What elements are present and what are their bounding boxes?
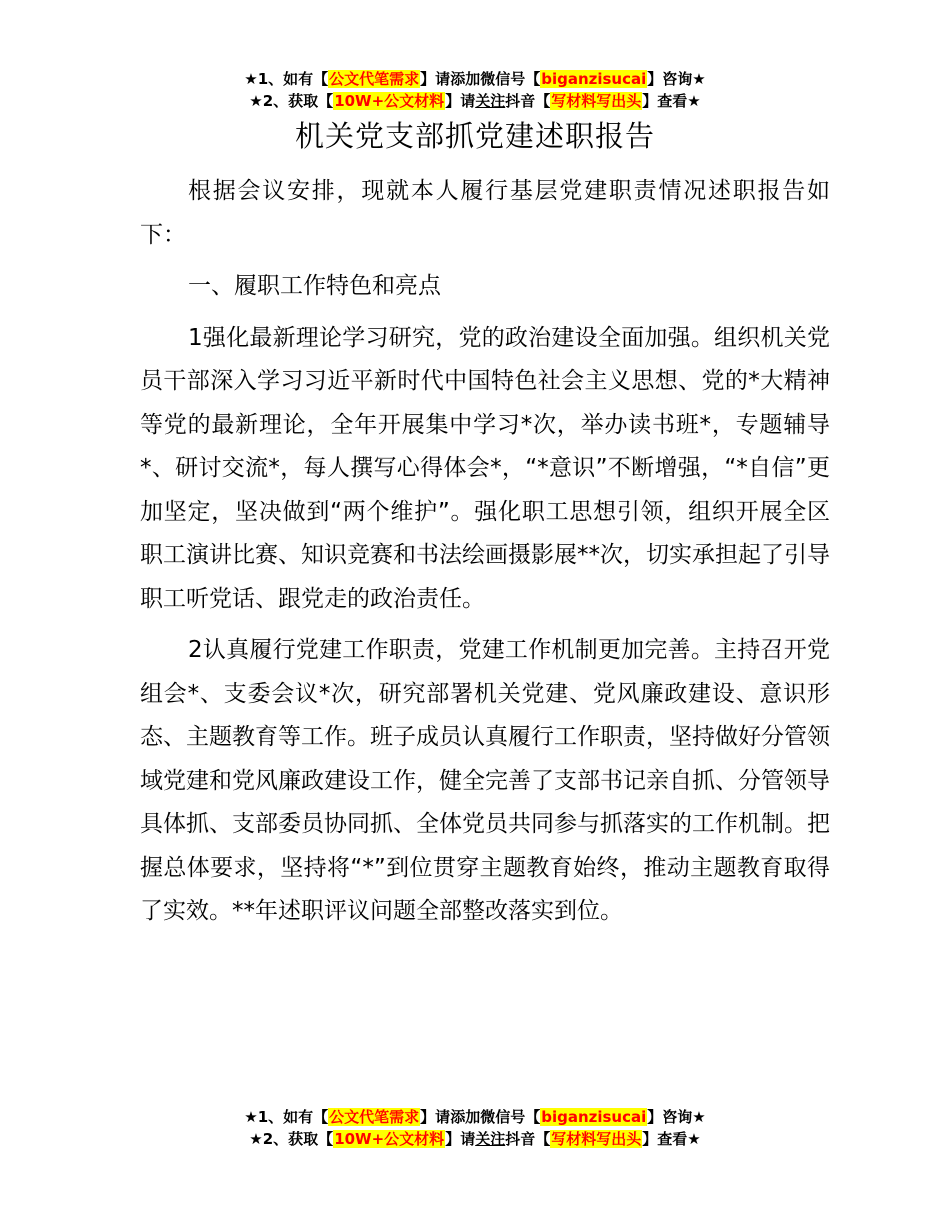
- section-heading: 一、履职工作特色和亮点: [188, 273, 441, 299]
- promo-text: 】请: [445, 1130, 476, 1148]
- promo-wechat-id: biganzisucai: [541, 70, 647, 88]
- promo-douyin-id: 写材料写出头: [551, 1130, 642, 1148]
- promo-header: [0, 68, 950, 112]
- promo-text: 】请: [445, 92, 476, 110]
- promo-text: 】查看★: [642, 92, 701, 110]
- document-title: 机关党支部抓党建述职报告: [294, 119, 655, 153]
- promo-text: 微信号【: [480, 70, 541, 88]
- promo-wechat-id: biganzisucai: [541, 1108, 647, 1126]
- promo-text: 关注: [475, 1130, 506, 1148]
- promo-text: 】请: [420, 1108, 451, 1126]
- promo-footer: [0, 1106, 950, 1150]
- promo-highlight: 10W+公文材料: [334, 1130, 445, 1148]
- promo-line-2: [0, 1128, 950, 1150]
- promo-highlight: 10W+公文材料: [334, 92, 445, 110]
- promo-text: 微信号【: [480, 1108, 541, 1126]
- promo-text: ★2、获取【: [249, 1130, 334, 1148]
- promo-douyin-id: 写材料写出头: [551, 92, 642, 110]
- promo-text: 】查看★: [642, 1130, 701, 1148]
- promo-line-1: [0, 1106, 950, 1128]
- promo-text: 添加: [450, 70, 481, 88]
- paragraph-item-1: 1强化最新理论学习研究，党的政治建设全面加强。组织机关党员干部深入学习习近平新时代中国特色社会主义思想、党的*大精神等党的最新理论，全年开展集中学习*次，举办读书班*，专题辅导*、研讨交流*，每人撰写心得体会*，“*意识”不断增强，“*自信”更加坚定，坚决做到“两个维护”。强化职工思想引领，组织开展全区职工演讲比赛、知识竞赛和书法绘画摄影展**次，切实承担起了引导职工听党话、跟党走的政治责任。: [140, 324, 830, 612]
- promo-text: 抖音【: [505, 92, 551, 110]
- document-body: [140, 170, 830, 942]
- promo-text: 】请: [420, 70, 451, 88]
- promo-text: ★1、如有【: [244, 1108, 329, 1126]
- promo-highlight: 公文代笔需求: [329, 70, 420, 88]
- paragraph-intro: 根据会议安排，现就本人履行基层党建职责情况述职报告如下：: [140, 178, 830, 248]
- promo-text: 】咨询★: [647, 70, 706, 88]
- paragraph-item-2: 2认真履行党建工作职责，党建工作机制更加完善。主持召开党组会*、支委会议*次，研究部署机关党建、党风廉政建设、意识形态、主题教育等工作。班子成员认真履行工作职责，坚持做好分管领域党建和党风廉政建设工作，健全完善了支部书记亲自抓、分管领导具体抓、支部委员协同抓、全体党员共同参与抓落实的工作机制。把握总体要求，坚持将“*”到位贯穿主题教育始终，推动主题教育取得了实效。**年述职评议问题全部整改落实到位。: [140, 637, 830, 924]
- promo-line-1: [0, 68, 950, 90]
- promo-text: 】咨询★: [647, 1108, 706, 1126]
- promo-text: 关注: [475, 92, 506, 110]
- promo-highlight: 公文代笔需求: [329, 1108, 420, 1126]
- promo-line-2: [0, 90, 950, 112]
- promo-text: 抖音【: [505, 1130, 551, 1148]
- promo-text: ★2、获取【: [249, 92, 334, 110]
- promo-text: ★1、如有【: [244, 70, 329, 88]
- promo-text: 添加: [450, 1108, 481, 1126]
